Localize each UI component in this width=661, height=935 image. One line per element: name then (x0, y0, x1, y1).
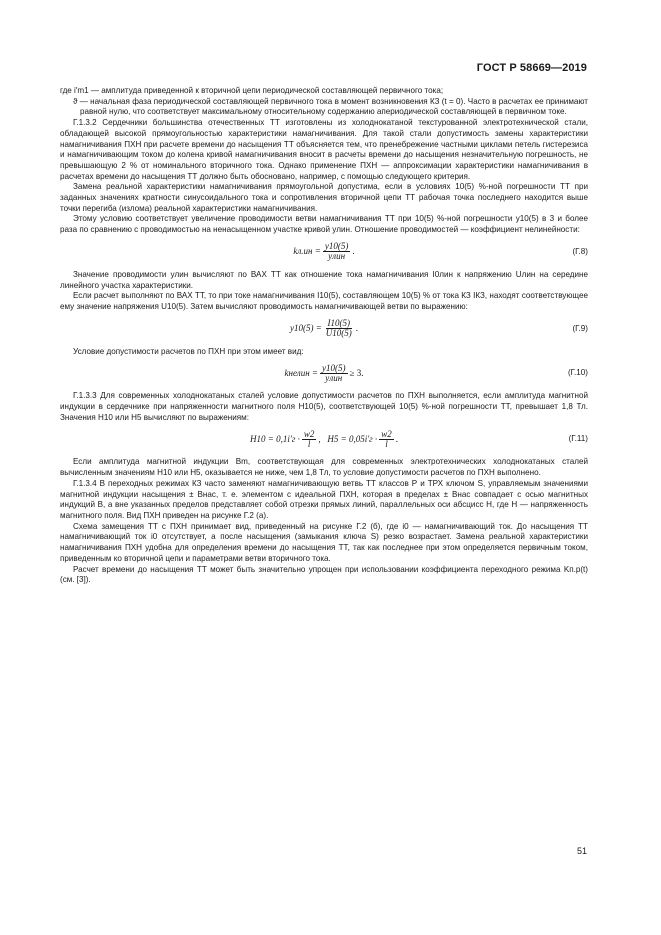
paragraph: Г.1.3.3 Для современных холоднокатаных сталей условие допустимости расчетов по ПХН выполняется, если амплитуда магнитной индукции в сердечнике при напряженности магнитного поля H10(5), соответствующей 10(5) %-ной погрешности ТТ, превышает 1,8 Тл. Значения H10 или H5 вычисляют по выражениям: (60, 391, 588, 422)
formula-g10 (60, 363, 588, 383)
fraction-denominator: l (385, 438, 388, 449)
fraction-denominator: yлин (325, 372, 343, 383)
formula-number: (Г.9) (572, 323, 588, 333)
formula-lhs: y10(5) = (289, 323, 322, 334)
fraction (379, 430, 394, 449)
paragraph: Замена реальной характеристики намагничивания прямоугольной допустима, если в условиях 10(5) %-ной погрешности ТТ при заданных значениях кратности синусоидального тока и сопротивления вторичной цепи ТТ рабочая точка последнего находится выше точки перегиба (излома) реальной характеристики намагничивания. (60, 182, 588, 213)
formula-left: H10 = 0,1i′г · (250, 434, 300, 445)
paragraph: Схема замещения ТТ с ПХН принимает вид, приведенный на рисунке Г.2 (б), где i0 — намагничивающий ток. До насыщения ТТ намагничивающий ток i0 отсутствует, а после насыщения (замыкания ключа S) резко возрастает. Замена реальной характеристики намагничивания ПХН удобна для определения времени до насыщения ТТ, так как последнее при этом определяется первичным током, приведенным ко вторичной цепи и параметрами ветви вторичного тока. (60, 521, 588, 563)
fraction (324, 319, 354, 338)
paragraph: Условие допустимости расчетов по ПХН при этом имеет вид: (73, 346, 304, 356)
paragraph: Г.1.3.2 Сердечники большинства отечественных ТТ изготовлены из холоднокатаной текстурованной электротехнической стали, обладающей высокой прямоугольностью характеристики намагничивания. Для такой стали допустимость замены характеристики намагничивания ПХН при расчете времени до насыщения ТТ объясняется тем, что пренебрежение частными циклами петель гистерезиса и намагничивающим током до колена кривой намагничивания вносит в расчеты времени до насыщения незначительную погрешность, не превышающую 2 % от номинального вторичного тока. Однако применение ПХН — аппроксимации характеристики намагничивания в расчетах времени до насыщения ТТ должно быть обосновано, например, с помощью следующего критерия. (60, 118, 588, 181)
fraction-numerator: y10(5) (324, 241, 349, 252)
formula-tail: ≥ 3. (349, 368, 364, 378)
formula-g8 (60, 242, 588, 262)
paragraph: Если расчет выполняют по ВАХ ТТ, то при токе намагничивания I10(5), составляющем 10(5) % от тока КЗ IКЗ, находят соответствующее ему значение напряжения U10(5). Затем вычисляют проводимость намагничивающей ветви по выражению: (60, 291, 588, 311)
formula-number: (Г.10) (567, 368, 588, 378)
paragraph: где i′m1 — амплитуда приведенной к вторичной цепи периодической составляющей первичного тока; (60, 86, 444, 95)
formula-mid: , H5 = 0,05i′г · (318, 434, 378, 445)
formula-g11 (60, 429, 588, 449)
fraction (323, 242, 351, 261)
fraction (320, 364, 348, 383)
fraction-numerator: I10(5) (327, 318, 351, 329)
fraction (302, 430, 317, 449)
formula-tail: . (395, 434, 398, 445)
formula-tail: . (352, 246, 355, 257)
paragraph: Этому условию соответствует увеличение проводимости ветви намагничивания ТТ при 10(5) %-ной погрешности y10(5) в 3 и более раза по сравнению с проводимостью на ненасыщенном участке кривой yлин. Отношение проводимостей — коэффициент нелинейности: (60, 214, 588, 235)
formula-number: (Г.11) (568, 434, 588, 444)
document-header: ГОСТ Р 58669—2019 (476, 62, 587, 74)
formula-lhs: kл.ин = (293, 246, 321, 257)
fraction-denominator: U10(5) (325, 328, 352, 339)
paragraph: Расчет времени до насыщения ТТ может быть значительно упрощен при использовании коэффициента переходного режима Kп.р(t) (см. [3]). (60, 564, 588, 585)
paragraph: Если амплитуда магнитной индукции Bm, соответствующая для современных электротехнических холоднокатаных сталей вычисленным значениям H10 или H5, оказывается не ниже, чем 1,8 Тл, то условие допустимости расчетов по ПХН выполнено. (60, 457, 588, 478)
formula-g9 (60, 319, 588, 339)
page-number: 51 (576, 846, 587, 856)
paragraph: Значение проводимости yлин вычисляют по ВАХ ТТ как отношение тока намагничивания I0лин к напряжению Uлин на середине линейного участка характеристики. (60, 269, 588, 290)
fraction-denominator: l (307, 438, 311, 449)
paragraph: ϑ — начальная фаза периодической составляющей первичного тока в момент возникновения КЗ (t = 0). Часто в расчетах ее принимают равной нулю, что соответствует максимальному относительному содержанию апериодической составляющей в первичном токе. (73, 96, 588, 117)
document-body (60, 86, 588, 586)
fraction-denominator: yлин (328, 251, 346, 262)
fraction-numerator: w2 (303, 428, 315, 439)
fraction-numerator: y10(5) (322, 362, 346, 373)
paragraph: Г.1.3.4 В переходных режимах КЗ часто заменяют намагничивающую ветвь ТТ классов Р и ТРХ ключом S, управляемым значениями магнитной индукции насыщения ± Bнас, т. е. элементом с идеальной ПХН, которая в пределах ± Bнас совпадает с осью магнитных индукций B, а вне указанных пределов представляет собой отрезки прямых линий, параллельных оси абсцисс H, где H — напряженность магнитного поля. Вид ПХН приведен на рисунке Г.2 (а). (60, 478, 588, 520)
formula-lhs: kнелин = (284, 368, 318, 378)
formula-tail: . (355, 323, 359, 334)
fraction-numerator: w2 (381, 428, 392, 439)
formula-number: (Г.8) (572, 246, 588, 256)
